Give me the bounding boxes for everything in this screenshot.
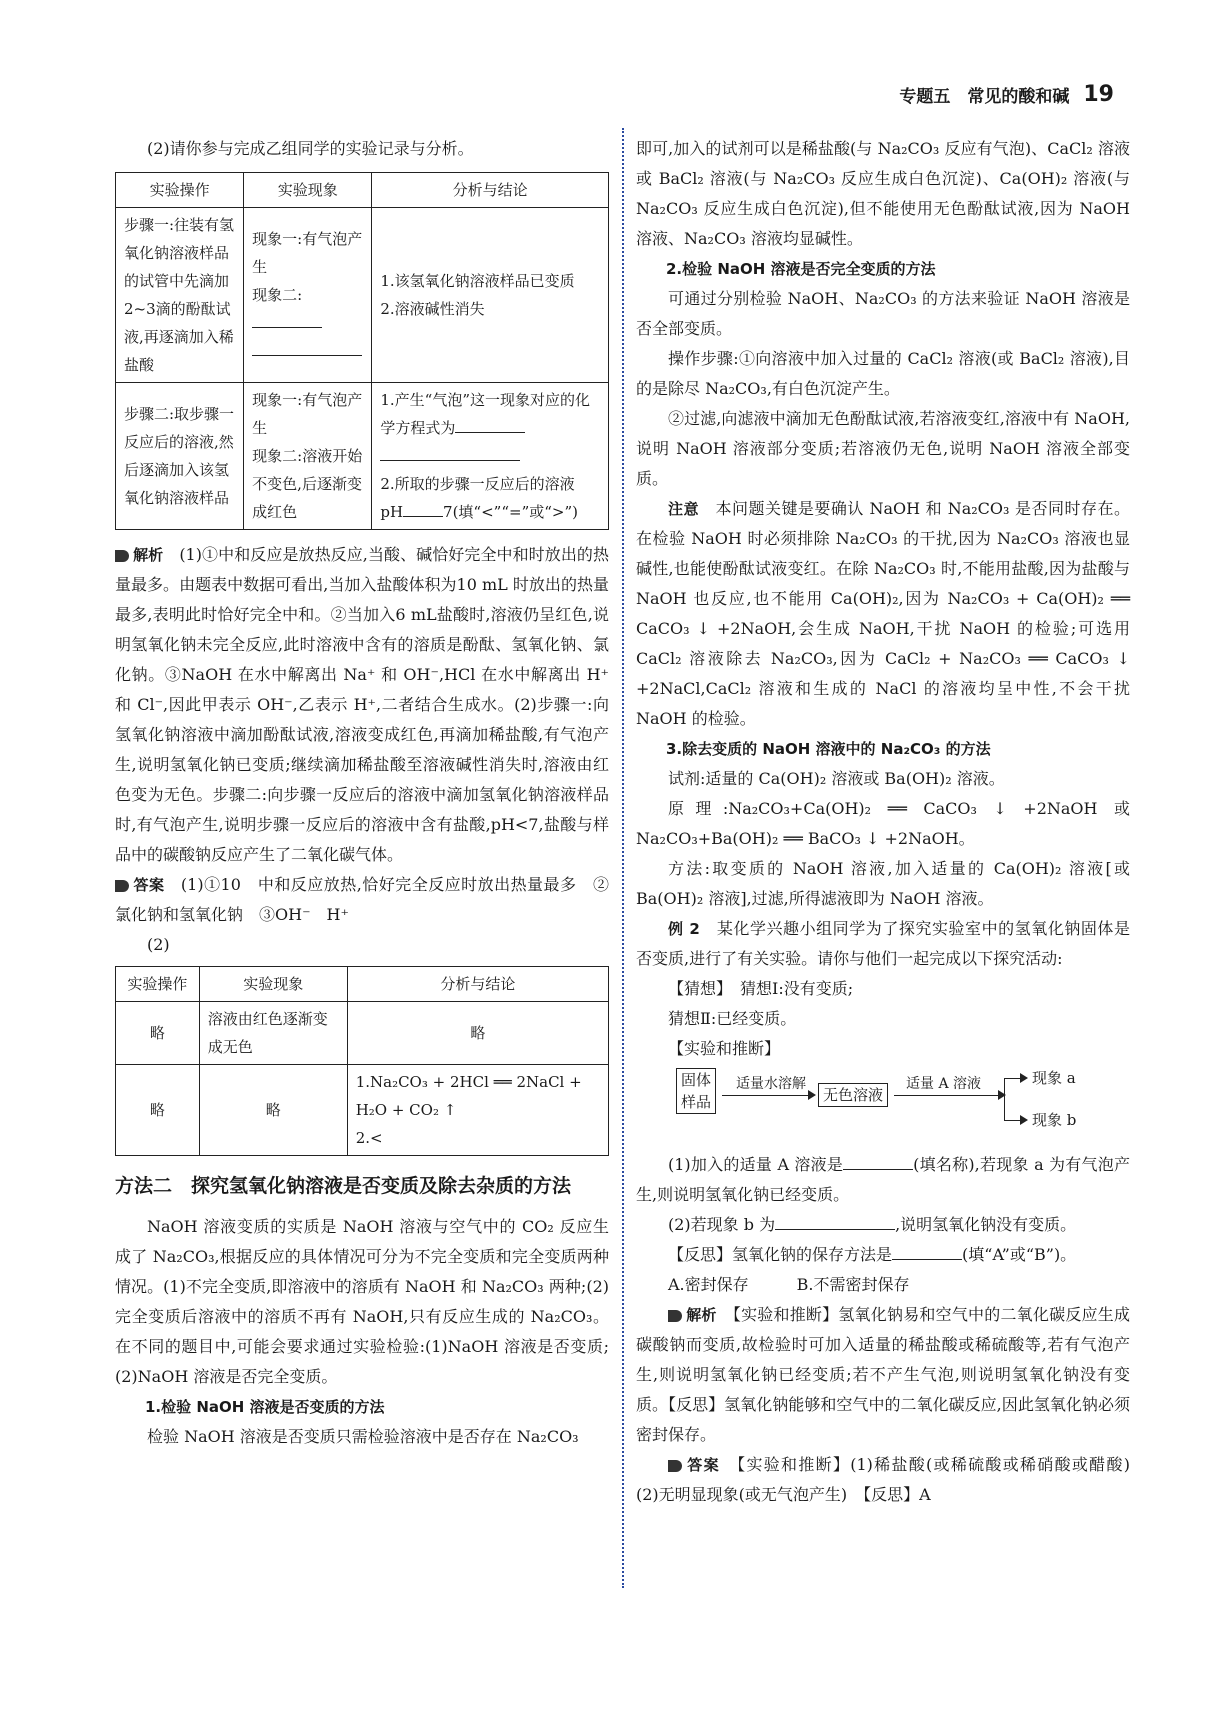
flow-arrow-b — [1004, 1120, 1026, 1121]
experiment-table-1 — [115, 172, 609, 530]
method-title: 方法二 探究氢氧化钠溶液是否变质及除去杂质的方法 — [115, 1175, 572, 1197]
subheading: 1.检验 NaOH 溶液是否变质的方法 — [145, 1398, 385, 1416]
table-header: 实验操作 — [116, 173, 244, 208]
table-header-row — [116, 173, 609, 208]
phenomenon-2: 现象二: — [252, 281, 363, 337]
answer-blank[interactable] — [252, 311, 322, 328]
phenomenon-1: 现象一:有气泡产生 — [252, 391, 363, 437]
table-cell: 溶液由红色逐渐变成无色 — [199, 1002, 347, 1065]
subheading: 2.检验 NaOH 溶液是否完全变质的方法 — [666, 260, 936, 278]
table-cell: 略 — [347, 1002, 608, 1065]
answer-paragraph: 答案 【实验和推断】(1)稀盐酸(或稀硫酸或稀硝酸或醋酸) (2)无明显现象(或无气泡产生) 【反思】A — [636, 1455, 1146, 1504]
analysis-paragraph: 解析 【实验和推断】氢氧化钠易和空气中的二氧化碳反应生成碳酸钠而变质,故检验时可加入适量的稀盐酸或稀硫酸等,若有气泡产生,则说明氢氧化钠已经变质;若不产生气泡,则说明氢氧化钠没有变质。【反思】氢氧化钠能够和空气中的二氧化碳反应,因此氢氧化钠必须密封保存。 — [636, 1305, 1130, 1444]
flow-branch-line — [1004, 1078, 1005, 1120]
flow-box-solution: 无色溶液 — [818, 1083, 888, 1107]
analysis-label: 解析 — [133, 546, 164, 564]
answer-paragraph: 答案 (1)①10 中和反应放热,恰好完全反应时放出热量最多 ②氯化钠和氢氧化钠 ③OH⁻ H⁺ — [115, 875, 609, 924]
body-paragraph: 即可,加入的试剂可以是稀盐酸(与 Na₂CO₃ 反应有气泡)、CaCl₂ 溶液或 BaCl₂ 溶液(与 Na₂CO₃ 反应生成白色沉淀)、Ca(OH)₂ 溶液(与 Na₂CO₃ 反应生成白色沉淀),但不能使用无色酚酞试液,因为 NaOH 溶液、Na₂CO₃ 溶液均显碱性。 — [636, 139, 1130, 248]
table-header: 分析与结论 — [347, 967, 608, 1002]
conclusion: 2.< — [355, 1129, 383, 1147]
body-paragraph: 方法:取变质的 NaOH 溶液,加入适量的 Ca(OH)₂ 溶液[或 Ba(OH)₂ 溶液],过滤,所得滤液即为 NaOH 溶液。 — [636, 859, 1130, 908]
body-paragraph: 可通过分别检验 NaOH、Na₂CO₃ 的方法来验证 NaOH 溶液是否全部变质。 — [636, 289, 1130, 338]
conclusion-2: 2.溶液碱性消失 — [380, 300, 485, 318]
guess-line: 【猜想】 猜想Ⅰ:没有变质; — [668, 979, 854, 998]
flow-label-reagent: 适量 A 溶液 — [906, 1076, 982, 1092]
table-cell — [244, 208, 372, 383]
question-2: (2)若现象 b 为 ,说明氢氧化钠没有变质。 — [668, 1215, 1077, 1234]
example-label: 例 2 — [668, 920, 700, 938]
table-cell — [372, 208, 609, 383]
topic-title: 专题五 常见的酸和碱 — [899, 87, 1070, 107]
page-number: 19 — [1083, 82, 1114, 107]
table-header: 实验现象 — [244, 173, 372, 208]
body-paragraph: 操作步骤:①向溶液中加入过量的 CaCl₂ 溶液(或 BaCl₂ 溶液),目的是除尽 Na₂CO₃,有白色沉淀产生。 — [636, 349, 1130, 398]
subheading: 3.除去变质的 NaOH 溶液中的 Na₂CO₃ 的方法 — [666, 740, 991, 758]
table-cell: 步骤一:往装有氢氧化钠溶液样品的试管中先滴加2~3滴的酚酞试液,再逐滴加入稀盐酸 — [116, 208, 244, 383]
answer-part-2: (2) — [147, 935, 170, 954]
equation: 1.Na₂CO₃ + 2HCl ══ 2NaCl + H₂O + CO₂ ↑ — [355, 1073, 582, 1119]
analysis-marker-icon — [115, 550, 129, 562]
example-paragraph: 例 2 某化学兴趣小组同学为了探究实验室中的氢氧化钠固体是否变质,进行了有关实验。请你与他们一起完成以下探究活动: — [636, 919, 1130, 968]
answer-blank-line[interactable] — [252, 337, 363, 365]
body-paragraph: NaOH 溶液变质的实质是 NaOH 溶液与空气中的 CO₂ 反应生成了 Na₂CO₃,根据反应的具体情况可分为不完全变质和完全变质两种情况。(1)不完全变质,即溶液中的溶质有 NaOH 和 Na₂CO₃ 两种;(2)完全变质后溶液中的溶质不再有 NaOH,只有反应生成的 Na₂CO₃。在不同的题目中,可能会要求通过实验检验:(1)NaOH 溶液是否变质;(2)NaOH 溶液是否完全变质。 — [115, 1217, 609, 1386]
answer-label: 答案 — [686, 1456, 720, 1474]
answer-blank[interactable] — [403, 500, 443, 517]
answer-table — [115, 966, 609, 1156]
flow-box-sample: 固体 样品 — [676, 1068, 716, 1114]
phenomenon-2: 现象二:溶液开始不变色,后逐渐变成红色 — [252, 447, 363, 521]
answer-blank[interactable] — [455, 416, 525, 433]
page-header — [899, 82, 1114, 107]
answer-blank-line[interactable] — [380, 442, 600, 470]
table-row — [116, 383, 609, 530]
phenomenon-1: 现象一:有气泡产生 — [252, 230, 363, 276]
table-cell — [347, 1065, 608, 1156]
flow-label-dissolve: 适量水溶解 — [736, 1076, 806, 1092]
answer-blank[interactable] — [775, 1213, 895, 1230]
flow-diagram — [676, 1066, 1130, 1146]
question-3: 【反思】氢氧化钠的保存方法是 (填“A”或“B”)。 — [668, 1245, 1077, 1264]
conclusion-1: 1.产生“气泡”这一现象对应的化学方程式为 — [380, 391, 590, 437]
flow-out-a: 现象 a — [1032, 1069, 1076, 1087]
column-divider — [622, 128, 624, 1588]
body-paragraph: 检验 NaOH 溶液是否变质只需检验溶液中是否存在 Na₂CO₃ — [147, 1427, 579, 1446]
note-paragraph: 注意 本问题关键是要确认 NaOH 和 Na₂CO₃ 是否同时存在。在检验 NaOH 时必须排除 Na₂CO₃ 的干扰,因为 Na₂CO₃ 溶液也显碱性,也能使酚酞试液变红。在除 Na₂CO₃ 时,不能用盐酸,因为盐酸与 NaOH 也反应,也不能用 Ca(OH)₂,因为 Na₂CO₃ + Ca(OH)₂ ══ CaCO₃ ↓ +2NaOH,会生成 NaOH,干扰 NaOH 的检验;可选用 CaCl₂ 溶液除去 Na₂CO₃,因为 CaCl₂ + Na₂CO₃ ══ CaCO₃ ↓ +2NaCl,CaCl₂ 溶液和生成的 NaCl 的溶液均呈中性,不会干扰 NaOH 的检验。 — [636, 499, 1130, 728]
guess-line: 猜想Ⅱ:已经变质。 — [668, 1009, 797, 1028]
body-paragraph: 原理:Na₂CO₃+Ca(OH)₂ ══ CaCO₃ ↓ +2NaOH 或 Na₂CO₃+Ba(OH)₂ ══ BaCO₃ ↓ +2NaOH。 — [636, 799, 1130, 848]
body-paragraph: ②过滤,向滤液中滴加无色酚酞试液,若溶液变红,溶液中有 NaOH,说明 NaOH 溶液部分变质;若溶液仍无色,说明 NaOH 溶液全部变质。 — [636, 409, 1130, 488]
table-header-row — [116, 967, 609, 1002]
table-row — [116, 1002, 609, 1065]
question-1: (1)加入的适量 A 溶液是 (填名称),若现象 a 为有气泡产生,则说明氢氧化钠已经变质。 — [636, 1155, 1130, 1204]
table-cell — [372, 383, 609, 530]
flow-out-b: 现象 b — [1032, 1111, 1077, 1129]
flow-arrow-2 — [894, 1095, 1004, 1096]
left-column — [115, 134, 609, 1452]
intro-text: (2)请你参与完成乙组同学的实验记录与分析。 — [147, 139, 474, 158]
table-cell: 略 — [116, 1065, 200, 1156]
answer-blank[interactable] — [892, 1243, 962, 1260]
analysis-paragraph: 解析 (1)①中和反应是放热反应,当酸、碱恰好完全中和时放出的热量最多。由题表中数据可看出,当加入盐酸体积为10 mL 时放出的热量最多,表明此时恰好完全中和。②当加入6 mL盐酸时,溶液仍呈红色,说明氢氧化钠未完全反应,此时溶液中含有的溶质是酚酞、氢氧化钠、氯化钠。③NaOH 在水中解离出 Na⁺ 和 OH⁻,HCl 在水中解离出 H⁺ 和 Cl⁻,因此甲表示 OH⁻,乙表示 H⁺,二者结合生成水。(2)步骤一:向氢氧化钠溶液中滴加酚酞试液,溶液变成红色,再滴加稀盐酸,有气泡产生,说明氢氧化钠已变质;继续滴加稀盐酸至溶液碱性消失时,溶液由红色变为无色。步骤二:向步骤一反应后的溶液中滴加氢氧化钠溶液样品时,有气泡产生,说明步骤一反应后的溶液中含有盐酸,pH<7,盐酸与样品中的碳酸钠反应产生了二氧化碳气体。 — [115, 545, 609, 864]
note-label: 注意 — [668, 500, 699, 518]
experiment-label: 【实验和推断】 — [668, 1039, 781, 1058]
conclusion-2: 2.所取的步骤一反应后的溶液 pH 7(填“<”“=”或“>”) — [380, 475, 578, 521]
conclusion-1: 1.该氢氧化钠溶液样品已变质 — [380, 272, 575, 290]
body-paragraph: 试剂:适量的 Ca(OH)₂ 溶液或 Ba(OH)₂ 溶液。 — [668, 769, 1005, 788]
answer-label: 答案 — [133, 876, 165, 894]
flow-arrow-a — [1004, 1078, 1026, 1079]
answer-marker-icon — [115, 880, 129, 892]
right-column — [636, 134, 1146, 1510]
table-cell — [244, 383, 372, 530]
table-cell: 略 — [199, 1065, 347, 1156]
table-row — [116, 1065, 609, 1156]
answer-blank[interactable] — [843, 1153, 913, 1170]
flow-arrow-1 — [722, 1095, 814, 1096]
analysis-label: 解析 — [686, 1306, 717, 1324]
analysis-marker-icon — [668, 1310, 682, 1322]
table-cell: 步骤二:取步骤一反应后的溶液,然后逐滴加入该氢氧化钠溶液样品 — [116, 383, 244, 530]
table-row — [116, 208, 609, 383]
answer-marker-icon — [668, 1460, 682, 1472]
table-header: 实验现象 — [199, 967, 347, 1002]
table-cell: 略 — [116, 1002, 200, 1065]
options: A.密封保存 B.不需密封保存 — [668, 1275, 910, 1294]
table-header: 实验操作 — [116, 967, 200, 1002]
table-header: 分析与结论 — [372, 173, 609, 208]
